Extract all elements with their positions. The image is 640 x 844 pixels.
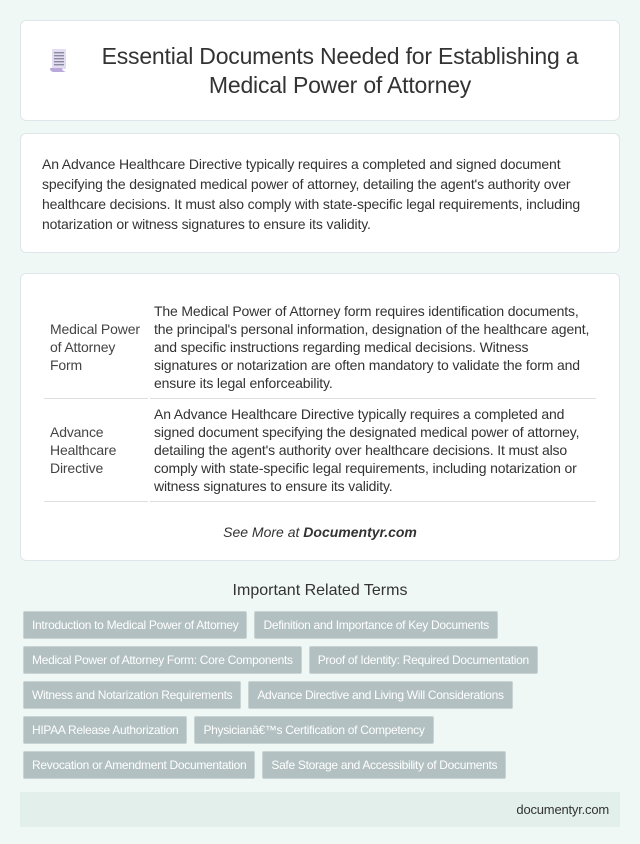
related-term-tag[interactable]: Safe Storage and Accessibility of Documents: [262, 751, 506, 779]
table-cell-term: Medical Power of Attorney Form: [44, 296, 148, 399]
table-cell-description: The Medical Power of Attorney form requires identification documents, the principal's personal information, designation of the healthcare agent, and specific instructions regarding medical decisions. Witness signatures or notarization are often mandatory to validate the form and ensure its legal enforceability.: [150, 296, 596, 399]
related-terms-list: [20, 611, 620, 779]
footer: [20, 792, 620, 827]
table-row: [44, 296, 596, 399]
scroll-document-icon: [48, 48, 70, 74]
table-cell-term: Advance Healthcare Directive: [44, 399, 148, 502]
related-term-tag[interactable]: Revocation or Amendment Documentation: [23, 751, 255, 779]
table-row: [44, 399, 596, 502]
title-card: [20, 20, 620, 121]
related-term-tag[interactable]: Definition and Importance of Key Documents: [254, 611, 498, 639]
documents-table: [42, 296, 598, 502]
documents-table-card: [20, 273, 620, 561]
related-term-tag[interactable]: Medical Power of Attorney Form: Core Components: [23, 646, 302, 674]
related-term-tag[interactable]: HIPAA Release Authorization: [23, 716, 187, 744]
page-title: Essential Documents Needed for Establishing a Medical Power of Attorney: [101, 42, 579, 98]
table-cell-description: An Advance Healthcare Directive typically requires a completed and signed document specifying the designated medical power of attorney, detailing the agent's authority over healthcare decisions. It must also comply with state-specific legal requirements, including notarization or witness signatures to ensure its validity.: [150, 399, 596, 502]
summary-text: An Advance Healthcare Directive typically requires a completed and signed document specifying the designated medical power of attorney, detailing the agent's authority over healthcare decisions. It must also comply with state-specific legal requirements, including notarization or witness signatures to ensure its validity.: [42, 156, 581, 232]
see-more: [42, 524, 598, 540]
see-more-prefix: See More at: [223, 524, 304, 540]
related-term-tag[interactable]: Proof of Identity: Required Documentation: [309, 646, 538, 674]
related-term-tag[interactable]: Introduction to Medical Power of Attorney: [23, 611, 247, 639]
related-term-tag[interactable]: Advance Directive and Living Will Considerations: [248, 681, 512, 709]
see-more-link[interactable]: Documentyr.com: [303, 524, 417, 540]
related-term-tag[interactable]: Witness and Notarization Requirements: [23, 681, 241, 709]
summary-card: [20, 133, 620, 253]
footer-site-link[interactable]: documentyr.com: [516, 802, 609, 817]
related-terms-heading: Important Related Terms: [232, 582, 408, 599]
related-term-tag[interactable]: Physicianâ€™s Certification of Competency: [194, 716, 433, 744]
